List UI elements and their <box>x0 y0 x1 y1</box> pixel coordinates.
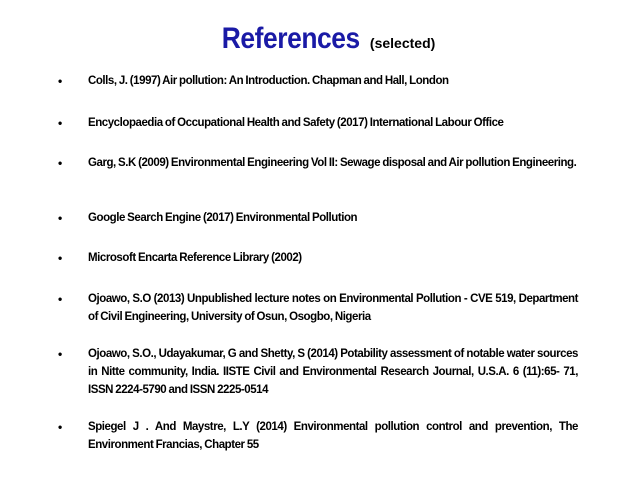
bullet-icon: • <box>58 211 63 225</box>
bullet-icon: • <box>58 156 63 170</box>
list-item <box>58 209 578 227</box>
list-item <box>58 249 578 267</box>
list-item <box>58 418 578 454</box>
bullet-icon: • <box>58 74 63 88</box>
reference-text: Ojoawo, S.O., Udayakumar, G and Shetty, S (2014) Potability assessment of notable water sources in Nitte community, India. IISTE Civil and Environmental Research Journal, U.S.A. 6 (11):65- 71, ISSN 2224-5790 and ISSN 2225-0514 <box>88 348 578 396</box>
bullet-icon: • <box>58 420 63 434</box>
reference-text: Ojoawo, S.O (2013) Unpublished lecture notes on Environmental Pollution - CVE 519, Department of Civil Engineering, University of Osun, Osogbo, Nigeria <box>88 293 578 323</box>
reference-text: Spiegel J . And Maystre, L.Y (2014) Environmental pollution control and prevention, The Environment Francias, Chapter 55 <box>88 421 578 451</box>
reference-text: Google Search Engine (2017) Environmental Pollution <box>88 212 358 224</box>
bullet-icon: • <box>58 251 63 265</box>
list-item <box>58 72 578 90</box>
list-item <box>58 345 578 399</box>
reference-text: Garg, S.K (2009) Environmental Engineering Vol II: Sewage disposal and Air pollution Engineering. <box>88 157 577 169</box>
slide-title: References <box>221 22 360 55</box>
bullet-icon: • <box>58 347 63 361</box>
bullet-icon: • <box>58 116 63 130</box>
bullet-icon: • <box>58 292 63 306</box>
title-row <box>0 22 638 56</box>
slide-subtitle: (selected) <box>369 35 436 51</box>
reference-text: Microsoft Encarta Reference Library (2002) <box>88 252 302 264</box>
list-item <box>58 114 578 132</box>
reference-text: Colls, J. (1997) Air pollution: An Introduction. Chapman and Hall, London <box>88 75 449 87</box>
list-item <box>58 290 578 326</box>
reference-text: Encyclopaedia of Occupational Health and Safety (2017) International Labour Office <box>88 117 504 129</box>
list-item <box>58 154 578 172</box>
